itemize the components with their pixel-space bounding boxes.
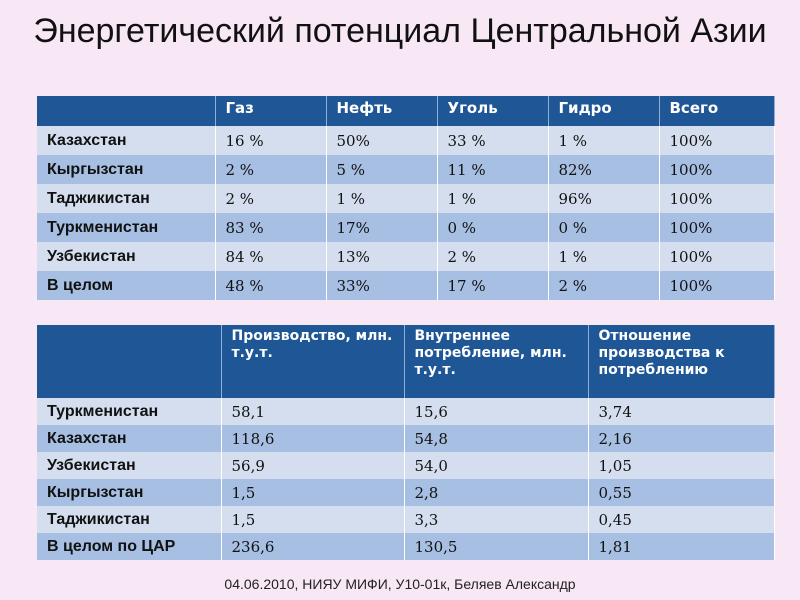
table-cell: 130,5 (404, 533, 588, 560)
table-cell: 17% (326, 213, 437, 242)
column-header-hydro: Гидро (548, 96, 659, 126)
table-row (37, 506, 774, 533)
row-label: Казахстан (37, 126, 215, 155)
table-cell: 1,5 (221, 479, 404, 506)
row-label: Казахстан (37, 425, 221, 452)
table-cell: 2,8 (404, 479, 588, 506)
table-cell: 100% (659, 242, 774, 271)
row-label: Туркменистан (37, 398, 221, 425)
row-label: Узбекистан (37, 452, 221, 479)
row-label: Таджикистан (37, 506, 221, 533)
table-cell: 33 % (437, 126, 548, 155)
table-cell: 48 % (215, 271, 326, 300)
table-row (37, 271, 774, 300)
table-cell: 33% (326, 271, 437, 300)
table-cell: 118,6 (221, 425, 404, 452)
table-cell: 2 % (215, 155, 326, 184)
table-cell: 100% (659, 271, 774, 300)
table-cell: 100% (659, 126, 774, 155)
column-header-total: Всего (659, 96, 774, 126)
table-cell: 1 % (548, 126, 659, 155)
row-label: Узбекистан (37, 242, 215, 271)
energy-share-table (37, 96, 775, 300)
table-row (37, 398, 774, 425)
row-label: Таджикистан (37, 184, 215, 213)
table-cell: 3,3 (404, 506, 588, 533)
slide-footer: 04.06.2010, НИЯУ МИФИ, У10-01к, Беляев Александр (224, 576, 576, 592)
table-cell: 84 % (215, 242, 326, 271)
table-row (37, 452, 774, 479)
row-label: Кыргызстан (37, 479, 221, 506)
column-header-consumption: Внутреннее потребление, млн. т.у.т. (404, 325, 588, 398)
table-cell: 2 % (437, 242, 548, 271)
table-cell: 100% (659, 213, 774, 242)
table-header-row (37, 325, 774, 398)
table-cell: 17 % (437, 271, 548, 300)
table-cell: 96% (548, 184, 659, 213)
table-cell: 16 % (215, 126, 326, 155)
table-header-row (37, 96, 774, 126)
table-row (37, 184, 774, 213)
table-cell: 2,16 (588, 425, 774, 452)
column-header-coal: Уголь (437, 96, 548, 126)
table-cell: 2 % (215, 184, 326, 213)
production-consumption-table (37, 325, 775, 560)
table-cell: 0,45 (588, 506, 774, 533)
table-cell: 1,81 (588, 533, 774, 560)
table-cell: 100% (659, 155, 774, 184)
table-cell: 0 % (437, 213, 548, 242)
table-row (37, 425, 774, 452)
table-cell: 15,6 (404, 398, 588, 425)
table-cell: 11 % (437, 155, 548, 184)
table-row (37, 126, 774, 155)
row-label: Туркменистан (37, 213, 215, 242)
table-cell: 0 % (548, 213, 659, 242)
table-cell: 5 % (326, 155, 437, 184)
row-label: В целом (37, 271, 215, 300)
table-cell: 1,5 (221, 506, 404, 533)
table-cell: 13% (326, 242, 437, 271)
row-label: Кыргызстан (37, 155, 215, 184)
column-header (37, 96, 215, 126)
column-header-production: Производство, млн. т.у.т. (221, 325, 404, 398)
table-cell: 1 % (326, 184, 437, 213)
table-cell: 56,9 (221, 452, 404, 479)
table-cell: 1 % (548, 242, 659, 271)
table-row (37, 242, 774, 271)
table-cell: 1 % (437, 184, 548, 213)
column-header-ratio: Отношение производства к потреблению (588, 325, 774, 398)
table-cell: 58,1 (221, 398, 404, 425)
table-cell: 50% (326, 126, 437, 155)
table-row (37, 213, 774, 242)
table-row (37, 533, 774, 560)
table-cell: 236,6 (221, 533, 404, 560)
table-row (37, 155, 774, 184)
table-cell: 54,0 (404, 452, 588, 479)
table-cell: 2 % (548, 271, 659, 300)
column-header-oil: Нефть (326, 96, 437, 126)
table-cell: 82% (548, 155, 659, 184)
slide-title: Энергетический потенциал Центральной Азии (33, 12, 767, 50)
row-label: В целом по ЦАР (37, 533, 221, 560)
column-header (37, 325, 221, 398)
table-cell: 83 % (215, 213, 326, 242)
table-cell: 100% (659, 184, 774, 213)
table-cell: 3,74 (588, 398, 774, 425)
table-cell: 0,55 (588, 479, 774, 506)
table-cell: 1,05 (588, 452, 774, 479)
table-row (37, 479, 774, 506)
column-header-gas: Газ (215, 96, 326, 126)
table-cell: 54,8 (404, 425, 588, 452)
